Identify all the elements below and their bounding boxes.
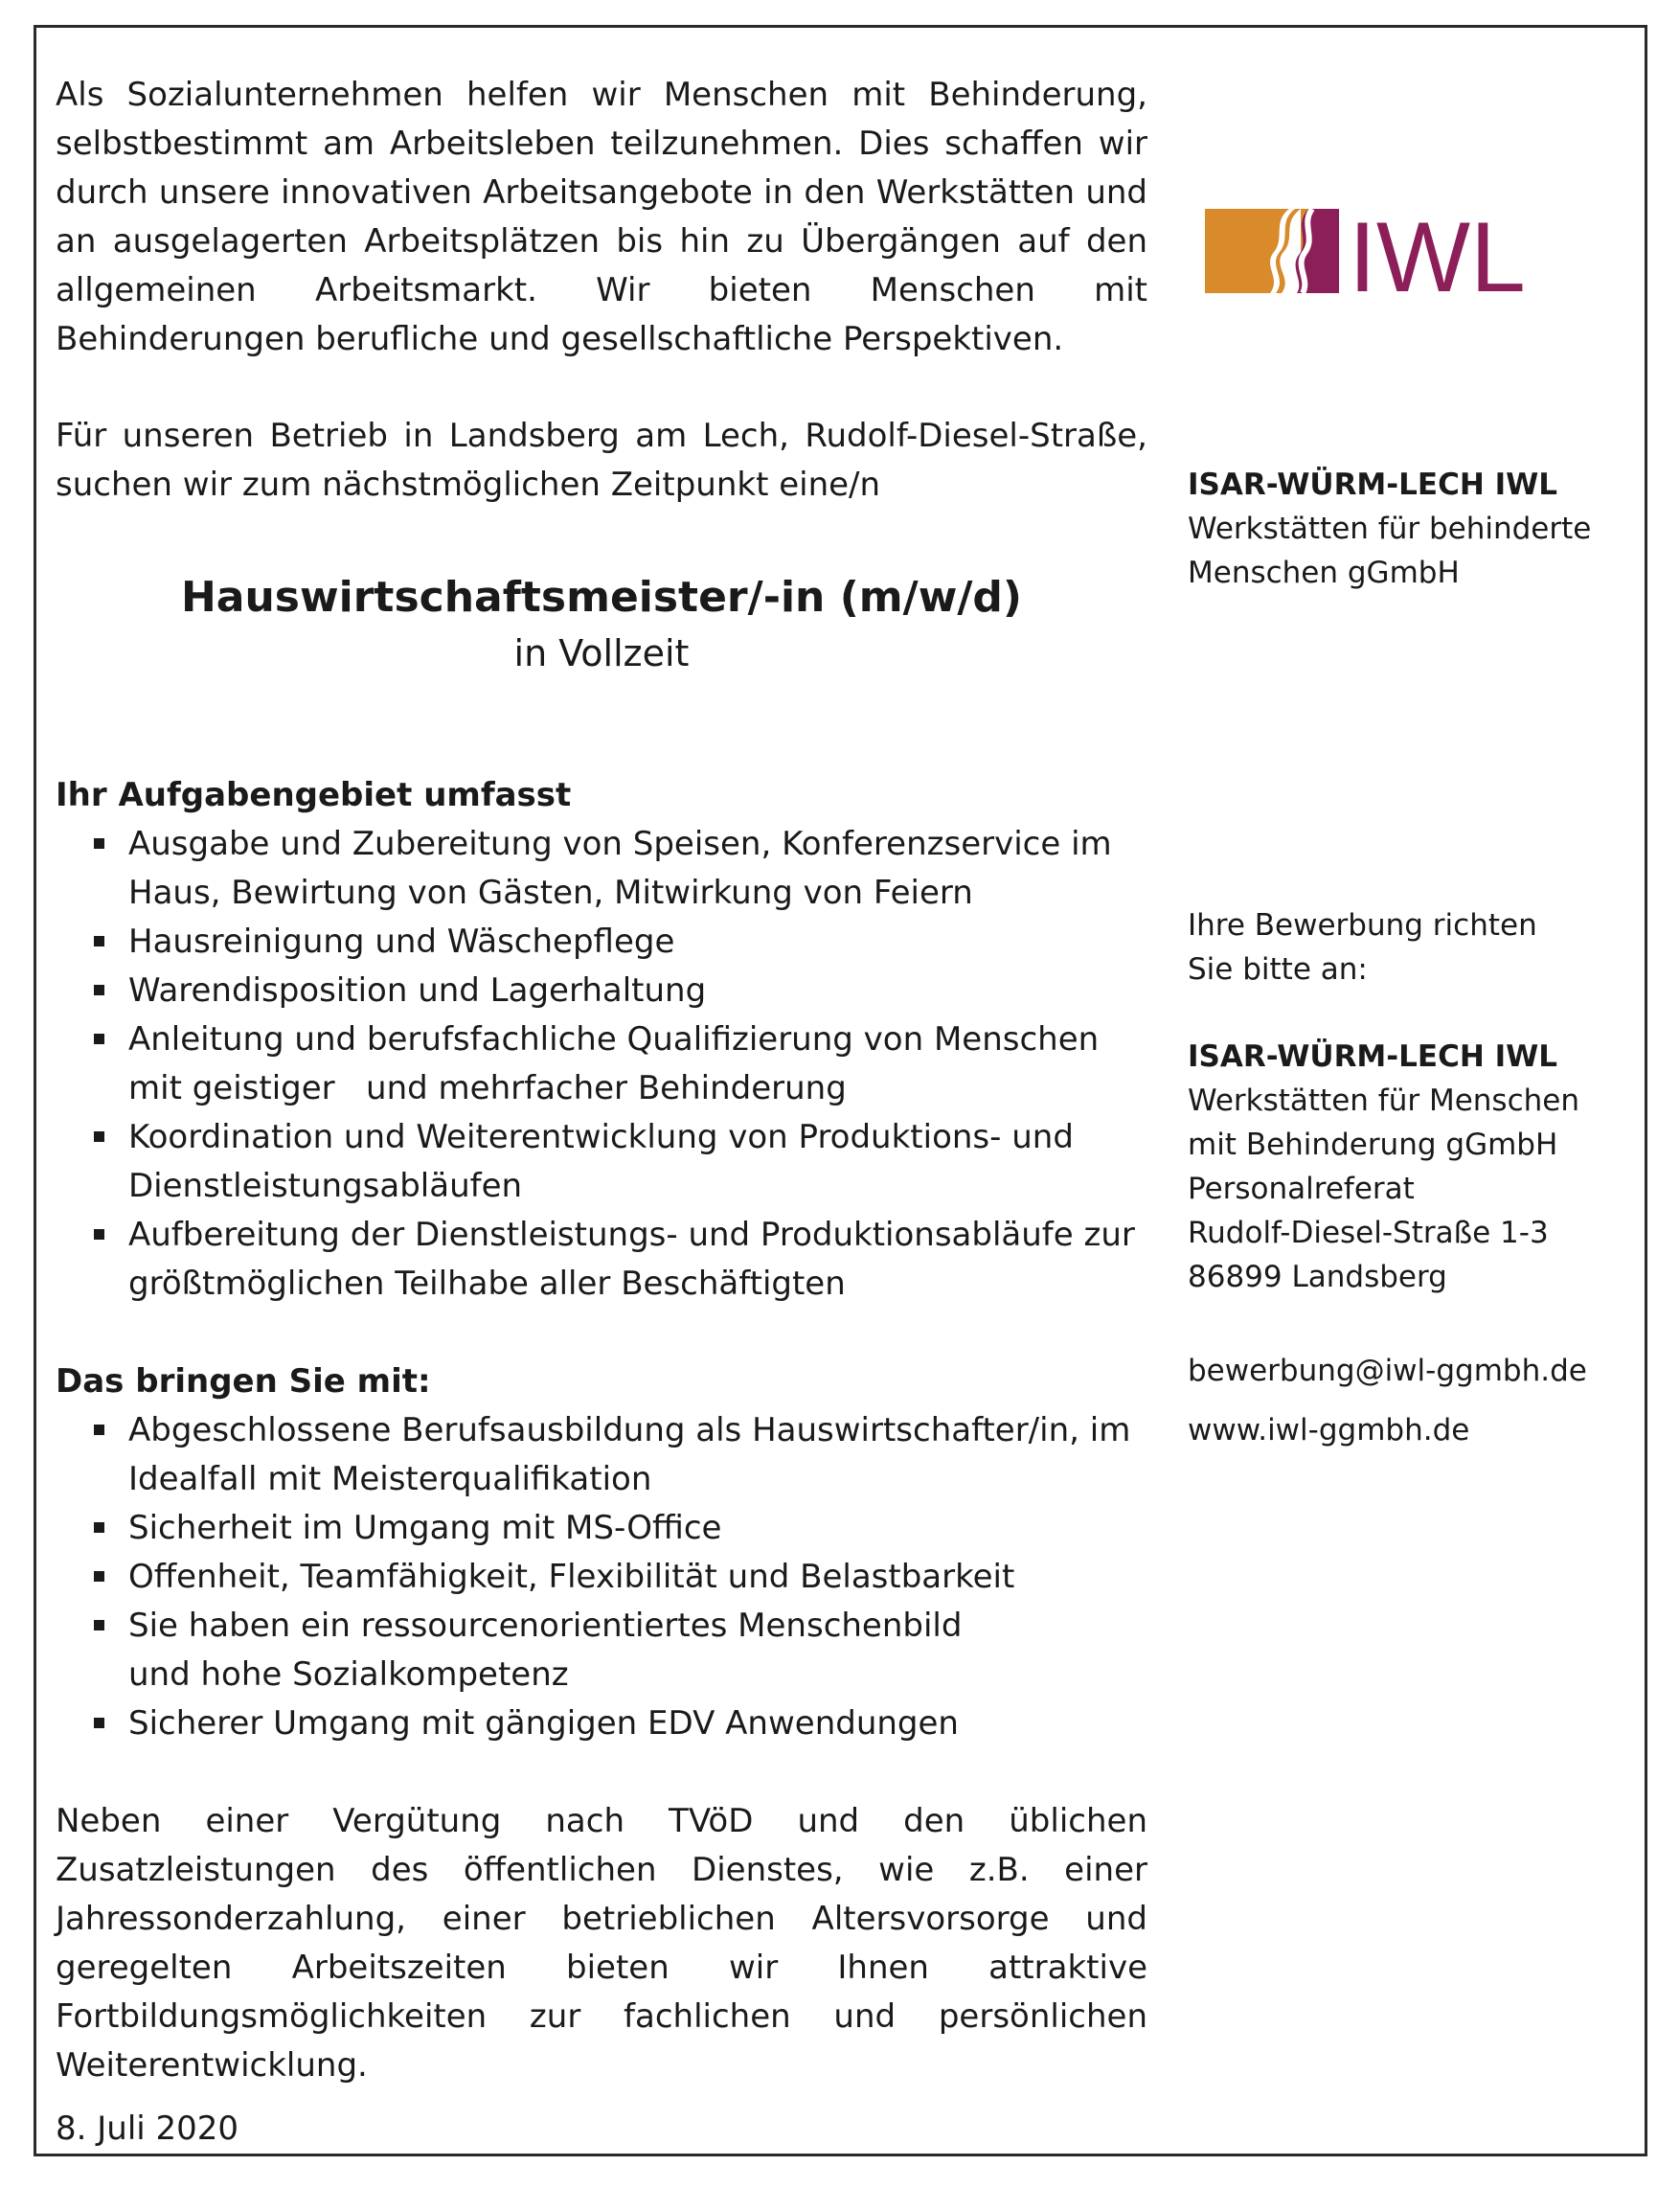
bullet-icon xyxy=(94,838,104,849)
list-item-text: Sicherer Umgang mit gängigen EDV Anwendungen xyxy=(128,1704,959,1743)
website-link[interactable]: www.iwl-ggmbh.de xyxy=(1188,1413,1470,1448)
address-line: Rudolf-Diesel-Straße 1-3 xyxy=(1188,1216,1549,1250)
location-paragraph: Für unseren Betrieb in Landsberg am Lech, Rudolf-Diesel-Straße, suchen wir zum nächstmöglichen Zeitpunkt eine/n xyxy=(56,417,1147,504)
application-address xyxy=(1188,1035,1628,1299)
iwl-logo xyxy=(1205,209,1559,295)
requirements-list xyxy=(56,1406,1147,1748)
apply-line: Ihre Bewerbung richten xyxy=(1188,908,1537,943)
bullet-icon xyxy=(94,1229,104,1240)
list-item-text: Aufbereitung der Dienstleistungs- und Produktionsabläufe zur größtmöglichen Teilhabe aller Beschäftigten xyxy=(128,1216,1135,1303)
tasks-list xyxy=(56,820,1147,1309)
list-item xyxy=(56,1699,1147,1748)
bullet-icon xyxy=(94,1571,104,1582)
list-item xyxy=(56,1015,1147,1113)
list-item xyxy=(56,1602,1147,1699)
address-name: ISAR-WÜRM-LECH IWL xyxy=(1188,1039,1558,1074)
list-item xyxy=(56,1406,1147,1504)
bullet-icon xyxy=(94,1718,104,1728)
list-item xyxy=(56,1113,1147,1211)
main-column xyxy=(56,71,1147,2090)
bullet-icon xyxy=(94,1034,104,1044)
logo-wordmark: IWL xyxy=(1349,209,1526,295)
bullet-icon xyxy=(94,1620,104,1630)
address-line: 86899 Landsberg xyxy=(1188,1260,1447,1294)
apply-line: Sie bitte an: xyxy=(1188,952,1368,987)
list-item xyxy=(56,820,1147,918)
apply-instruction xyxy=(1188,903,1628,992)
list-item xyxy=(56,918,1147,967)
requirements-heading: Das bringen Sie mit: xyxy=(56,1362,431,1401)
email-link[interactable]: bewerbung@iwl-ggmbh.de xyxy=(1188,1354,1587,1388)
iwl-logo-icon xyxy=(1205,209,1559,295)
list-item xyxy=(56,1553,1147,1602)
list-item-text: Hausreinigung und Wäschepflege xyxy=(128,923,675,961)
intro-paragraph: Als Sozialunternehmen helfen wir Menschen mit Behinderung, selbstbestimmt am Arbeitsleben teilzunehmen. Dies schaffen wir durch unsere innovativen Arbeitsangebote in den Werkstätten und an ausgelagerten Arbeitsplätzen bis hin zu Übergängen auf den allgemeinen Arbeitsmarkt. Wir bieten Menschen mit Behinderungen berufliche und gesellschaftliche Perspektiven. xyxy=(56,76,1147,358)
org-line: Menschen gGmbH xyxy=(1188,556,1460,590)
bullet-icon xyxy=(94,1425,104,1435)
list-item-text: Offenheit, Teamfähigkeit, Flexibilität und Belastbarkeit xyxy=(128,1558,1015,1596)
list-item xyxy=(56,1504,1147,1553)
list-item xyxy=(56,1211,1147,1309)
bullet-icon xyxy=(94,936,104,946)
job-subtitle: in Vollzeit xyxy=(513,632,690,674)
job-title: Hauswirtschaftsmeister/-in (m/w/d) xyxy=(180,573,1023,622)
list-item-text: Sicherheit im Umgang mit MS-Office xyxy=(128,1509,722,1547)
publication-date: 8. Juli 2020 xyxy=(56,2109,239,2148)
address-line: mit Behinderung gGmbH xyxy=(1188,1128,1558,1162)
address-line: Werkstätten für Menschen xyxy=(1188,1083,1579,1118)
list-item-text: Abgeschlossene Berufsausbildung als Hauswirtschafter/in, im Idealfall mit Meisterqualifikation xyxy=(128,1411,1131,1498)
bullet-icon xyxy=(94,1522,104,1533)
list-item-text: Koordination und Weiterentwicklung von Produktions- und Dienstleistungsabläufen xyxy=(128,1118,1074,1205)
org-name: ISAR-WÜRM-LECH IWL xyxy=(1188,467,1558,502)
list-item-text: Ausgabe und Zubereitung von Speisen, Konferenzservice im Haus, Bewirtung von Gästen, Mitwirkung von Feiern xyxy=(128,825,1112,912)
tasks-heading: Ihr Aufgabengebiet umfasst xyxy=(56,776,572,814)
list-item-text: Anleitung und berufsfachliche Qualifizierung von Menschen mit geistiger und mehrfacher Behinderung xyxy=(128,1020,1109,1107)
list-item-text: Warendisposition und Lagerhaltung xyxy=(128,971,707,1010)
list-item-text: Sie haben ein ressourcenorientiertes Menschenbild und hohe Sozialkompetenz xyxy=(128,1607,963,1694)
list-item xyxy=(56,967,1147,1015)
contact-info xyxy=(1188,1341,1628,1460)
org-header xyxy=(1188,463,1628,595)
address-line: Personalreferat xyxy=(1188,1172,1415,1206)
org-line: Werkstätten für behinderte xyxy=(1188,512,1592,546)
bullet-icon xyxy=(94,985,104,995)
bullet-icon xyxy=(94,1131,104,1142)
benefits-paragraph: Neben einer Vergütung nach TVöD und den üblichen Zusatzleistungen des öffentlichen Dienstes, wie z.B. einer Jahressonderzahlung, einer betrieblichen Altersvorsorge und geregelten Arbeitszeiten bieten wir Ihnen attraktive Fortbildungsmöglichkeiten zur fachlichen und persönlichen Weiterentwicklung. xyxy=(56,1802,1147,2085)
